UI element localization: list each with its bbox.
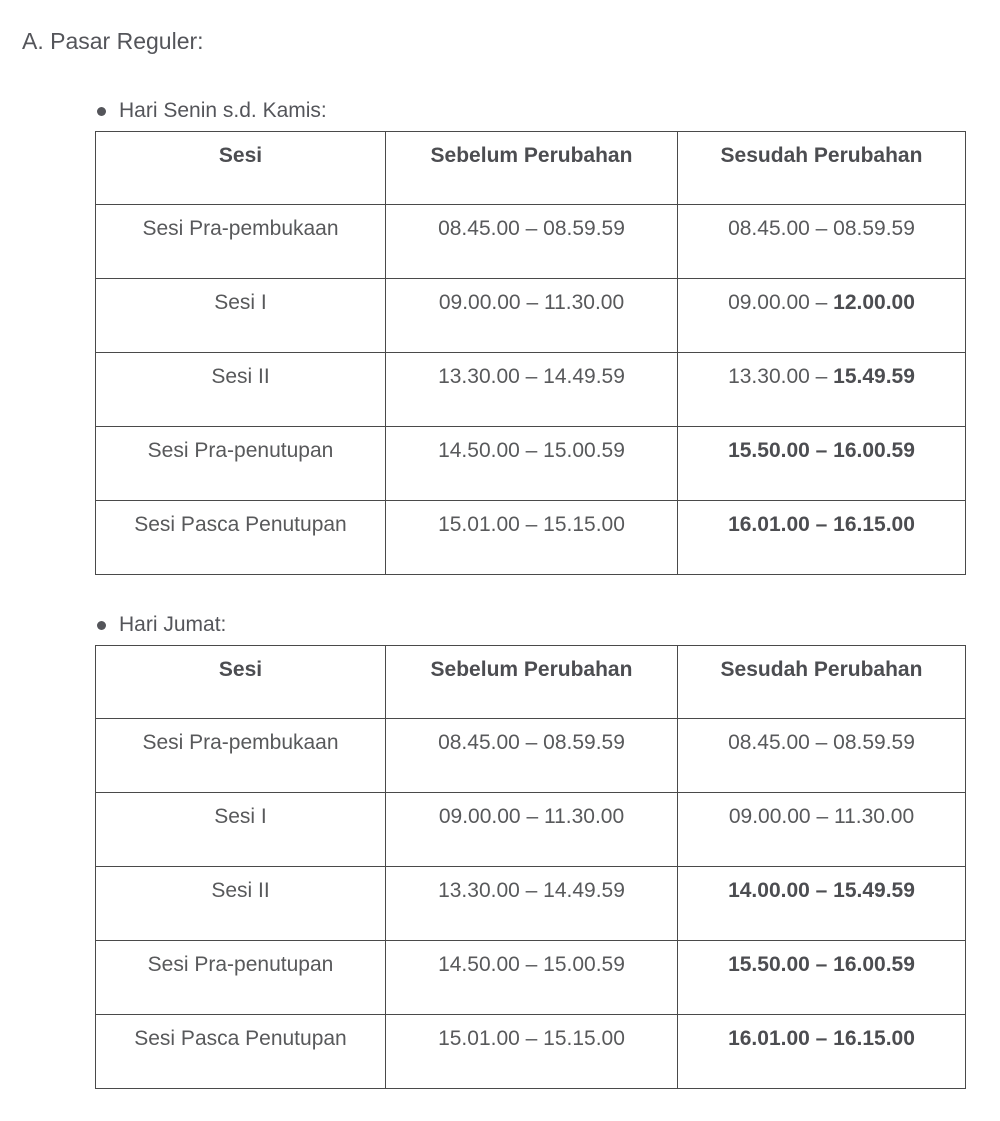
cell-sebelum: 15.01.00 – 15.15.00	[386, 1015, 678, 1089]
time-bold: 16.01.00 – 16.15.00	[728, 1027, 915, 1050]
cell-sesudah	[678, 941, 966, 1015]
cell-sesi: Sesi Pra-pembukaan	[96, 719, 386, 793]
cell-sesudah	[678, 1015, 966, 1089]
cell-sesudah	[678, 501, 966, 575]
cell-sesi: Sesi I	[96, 793, 386, 867]
cell-sesi: Sesi II	[96, 353, 386, 427]
cell-sebelum: 08.45.00 – 08.59.59	[386, 205, 678, 279]
table-row	[96, 501, 966, 575]
list-item-senin-kamis	[97, 99, 965, 123]
cell-sesudah	[678, 719, 966, 793]
table-row	[96, 427, 966, 501]
list-item-label: Hari Jumat:	[119, 613, 227, 636]
cell-sebelum: 14.50.00 – 15.00.59	[386, 427, 678, 501]
time-bold: 14.00.00 – 15.49.59	[728, 879, 915, 902]
table-row	[96, 793, 966, 867]
table-row	[96, 867, 966, 941]
cell-sebelum: 09.00.00 – 11.30.00	[386, 793, 678, 867]
cell-sebelum: 15.01.00 – 15.15.00	[386, 501, 678, 575]
cell-sesudah	[678, 205, 966, 279]
time-normal: 13.30.00 –	[728, 365, 834, 388]
cell-sesi: Sesi II	[96, 867, 386, 941]
column-header-sebelum: Sebelum Perubahan	[386, 646, 678, 719]
cell-sesi: Sesi Pasca Penutupan	[96, 501, 386, 575]
table-row	[96, 279, 966, 353]
time-bold: 15.50.00 – 16.00.59	[728, 439, 915, 462]
cell-sebelum: 08.45.00 – 08.59.59	[386, 719, 678, 793]
cell-sebelum: 13.30.00 – 14.49.59	[386, 353, 678, 427]
cell-sesi: Sesi Pra-pembukaan	[96, 205, 386, 279]
time-normal: 09.00.00 –	[728, 291, 834, 314]
time-normal: 08.45.00 – 08.59.59	[728, 731, 915, 754]
column-header-sesudah: Sesudah Perubahan	[678, 132, 966, 205]
table-row	[96, 941, 966, 1015]
cell-sebelum: 13.30.00 – 14.49.59	[386, 867, 678, 941]
list-item-label: Hari Senin s.d. Kamis:	[119, 99, 327, 122]
time-bold: 12.00.00	[833, 291, 915, 314]
schedule-table-senin-kamis	[95, 131, 966, 575]
time-normal: 08.45.00 – 08.59.59	[728, 217, 915, 240]
cell-sesudah	[678, 867, 966, 941]
section-heading: A. Pasar Reguler:	[22, 28, 204, 54]
cell-sesudah	[678, 279, 966, 353]
time-bold: 16.01.00 – 16.15.00	[728, 513, 915, 536]
list-item-jumat	[97, 613, 965, 637]
column-header-sebelum: Sebelum Perubahan	[386, 132, 678, 205]
bullet-icon	[97, 621, 106, 630]
cell-sesi: Sesi Pra-penutupan	[96, 941, 386, 1015]
bullet-icon	[97, 107, 106, 116]
cell-sebelum: 09.00.00 – 11.30.00	[386, 279, 678, 353]
column-header-sesi: Sesi	[96, 132, 386, 205]
cell-sesi: Sesi Pasca Penutupan	[96, 1015, 386, 1089]
table-row	[96, 719, 966, 793]
time-normal: 09.00.00 – 11.30.00	[728, 805, 915, 828]
time-bold: 15.49.59	[833, 365, 915, 388]
table-row	[96, 353, 966, 427]
table-row	[96, 1015, 966, 1089]
schedule-table-jumat	[95, 645, 966, 1089]
column-header-sesi: Sesi	[96, 646, 386, 719]
time-bold: 15.50.00 – 16.00.59	[728, 953, 915, 976]
cell-sesudah	[678, 353, 966, 427]
cell-sesudah	[678, 427, 966, 501]
cell-sesi: Sesi Pra-penutupan	[96, 427, 386, 501]
table-header-row	[96, 132, 966, 205]
cell-sebelum: 14.50.00 – 15.00.59	[386, 941, 678, 1015]
cell-sesi: Sesi I	[96, 279, 386, 353]
table-row	[96, 205, 966, 279]
cell-sesudah	[678, 793, 966, 867]
column-header-sesudah: Sesudah Perubahan	[678, 646, 966, 719]
table-header-row	[96, 646, 966, 719]
